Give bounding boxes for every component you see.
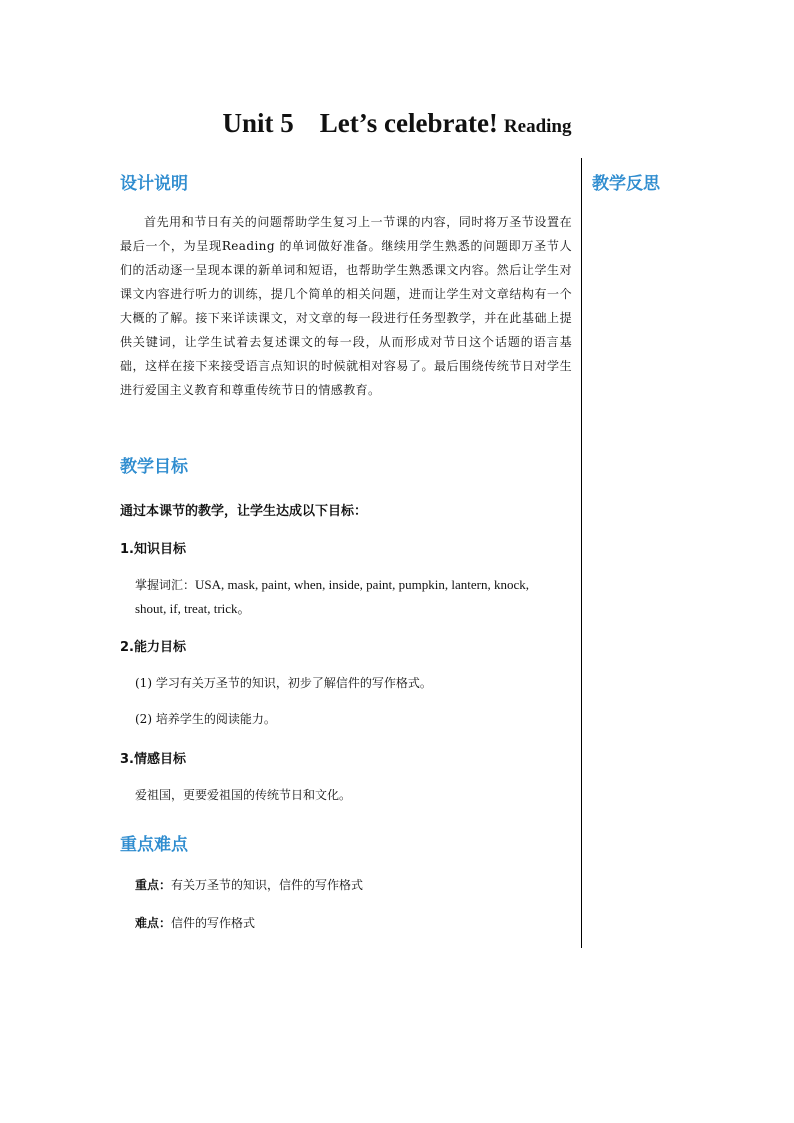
column-divider	[581, 158, 582, 948]
key-difficulty	[135, 912, 575, 935]
design-heading: 设计说明	[120, 174, 188, 194]
difficulty-text: 信件的写作格式	[171, 916, 256, 930]
title-sub: Reading	[503, 116, 572, 137]
title-theme: Let’s celebrate!	[319, 108, 498, 138]
difficulty-label: 难点：	[135, 916, 172, 930]
ability-item-2: (2) 培养学生的阅读能力。	[135, 712, 276, 726]
emotion-title: 3.情感目标	[120, 752, 186, 767]
ability-item-1: (1) 学习有关万圣节的知识，初步了解信件的写作格式。	[135, 676, 432, 690]
goals-intro: 通过本课节的教学，让学生达成以下目标：	[120, 504, 368, 519]
ability-title: 2.能力目标	[120, 640, 186, 655]
goals-heading: 教学目标	[120, 457, 188, 477]
knowledge-words-line2: shout, if, treat, trick。	[135, 601, 251, 616]
knowledge-title: 1.知识目标	[120, 542, 186, 557]
focus-label: 重点：	[135, 878, 172, 892]
emotion-text: 爱祖国，更要爱祖国的传统节日和文化。	[135, 788, 352, 802]
reflection-heading: 教学反思	[592, 174, 660, 194]
key-heading: 重点难点	[120, 835, 188, 855]
key-focus	[135, 874, 575, 897]
focus-text: 有关万圣节的知识，信件的写作格式	[171, 878, 364, 892]
knowledge-words	[135, 573, 575, 621]
page-title	[0, 108, 794, 139]
knowledge-words-line1: USA, mask, paint, when, inside, paint, pumpkin, lantern, knock,	[195, 577, 529, 592]
title-unit: Unit 5	[222, 108, 294, 138]
knowledge-label: 掌握词汇：	[135, 578, 196, 592]
design-paragraph: 首先用和节日有关的问题帮助学生复习上一节课的内容，同时将万圣节设置在最后一个，为呈现Reading 的单词做好准备。继续用学生熟悉的问题即万圣节人们的活动逐一呈现本课的新单词和短语，也帮助学生熟悉课文内容。然后让学生对课文内容进行听力的训练，提几个简单的相关问题，进而让学生对文章结构有一个大概的了解。接下来详读课文，对文章的每一段进行任务型教学，并在此基础上提供关键词，让学生试着去复述课文的每一段，从而形成对节日这个话题的语言基础，这样在接下来接受语言点知识的时候就相对容易了。最后围绕传统节日对学生进行爱国主义教育和尊重传统节日的情感教育。	[120, 215, 572, 397]
